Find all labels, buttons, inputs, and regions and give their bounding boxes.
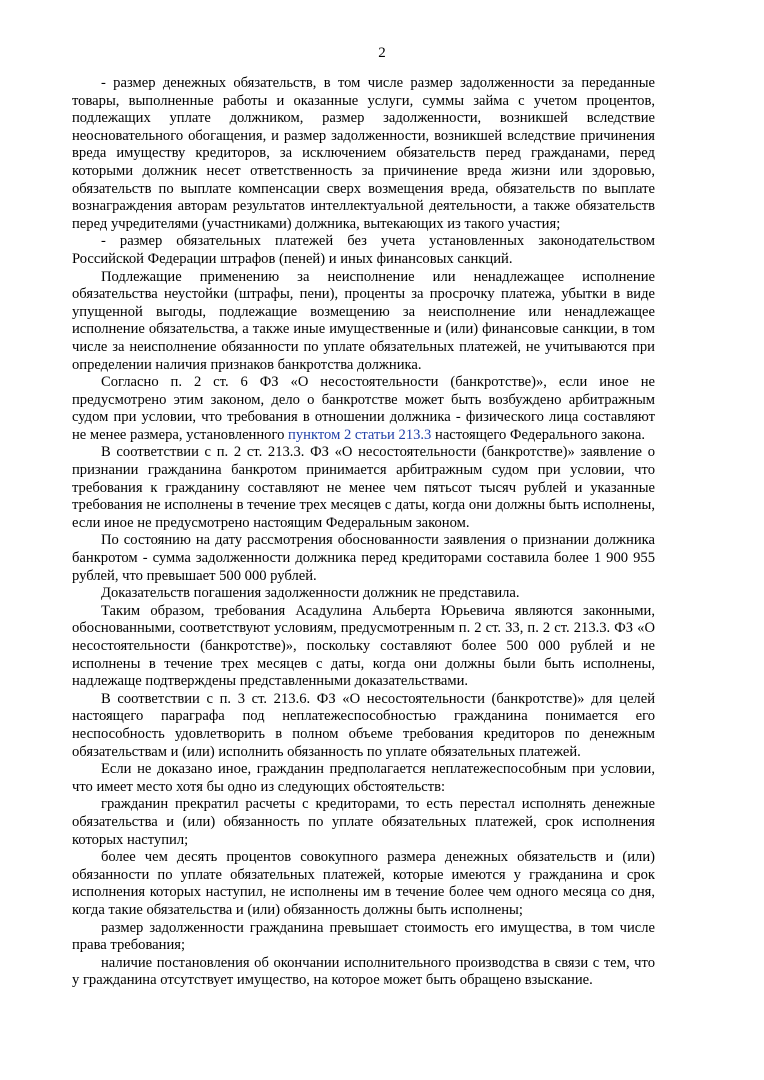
page-number: 2 xyxy=(378,45,386,61)
document-body xyxy=(72,75,655,990)
paragraph-text: Согласно п. 2 ст. 6 ФЗ «О несостоятельности (банкротстве)», если иное не предусмотрено этим законом, дело о банкротстве может быть возбуждено арбитражным судом при условии, что требования в отношении должника - физического лица составляют не менее размера, установленного xyxy=(72,374,655,443)
paragraph: более чем десять процентов совокупного размера денежных обязательств и (или) обязанности по уплате обязательных платежей, которые имеются у гражданина и срок исполнения которых наступил, не исполнены им в течение более чем одного месяца со дня, когда такие обязательства и (или) обязанность должны быть исполнены; xyxy=(72,849,655,918)
paragraph: Таким образом, требования Асадулина Альберта Юрьевича являются законными, обоснованными, соответствуют условиям, предусмотренным п. 2 ст. 33, п. 2 ст. 213.3. ФЗ «О несостоятельности (банкротстве)», поскольку составляют более 500 000 рублей и не исполнены в течение трех месяцев с даты, когда они должны были быть исполнены, надлежаще подтверждены представленными доказательствами. xyxy=(72,602,655,690)
paragraph: Подлежащие применению за неисполнение или ненадлежащее исполнение обязательства неустойки (штрафы, пени), проценты за просрочку платежа, убытки в виде упущенной выгоды, подлежащие возмещению за неисполнение или ненадлежащее исполнение обязательства, а также иные имущественные и (или) финансовые санкции, в том числе за неисполнение обязанности по уплате обязательных платежей, не учитываются при определении наличия признаков банкротства должника. xyxy=(72,268,655,373)
paragraph: размер задолженности гражданина превышает стоимость его имущества, в том числе права требования; xyxy=(72,919,655,954)
paragraph: По состоянию на дату рассмотрения обоснованности заявления о признании должника банкротом - сумма задолженности должника перед кредиторами составила более 1 900 955 рублей, что превышает 500 000 рублей. xyxy=(72,532,655,584)
paragraph: - размер денежных обязательств, в том числе размер задолженности за переданные товары, выполненные работы и оказанные услуги, суммы займа с учетом процентов, подлежащих уплате должником, размер задолженности, возникшей вследствие неосновательного обогащения, и размер задолженности, возникшей вследствие причинения вреда имуществу кредиторов, за исключением обязательств перед гражданами, перед которыми должник несет ответственность за причинение вреда жизни или здоровью, обязательств по выплате компенсации сверх возмещения вреда, обязательств по выплате вознаграждения авторам результатов интеллектуальной деятельности, а также обязательств перед учредителями (участниками) должника, вытекающих из такого участия; xyxy=(72,75,655,232)
paragraph-text: настоящего Федерального закона. xyxy=(431,426,646,443)
paragraph: Доказательств погашения задолженности должник не представила. xyxy=(101,585,520,602)
paragraph: В соответствии с п. 3 ст. 213.6. ФЗ «О несостоятельности (банкротстве)» для целей настоящего параграфа под неплатежеспособностью гражданина понимается его неспособность удовлетворить в полном объеме требования кредиторов по денежным обязательствам и (или) исполнить обязанность по уплате обязательных платежей. xyxy=(72,690,655,760)
paragraph: Если не доказано иное, гражданин предполагается неплатежеспособным при условии, что имеет место хотя бы одно из следующих обстоятельств: xyxy=(72,761,655,795)
paragraph xyxy=(72,374,655,444)
paragraph: наличие постановления об окончании исполнительного производства в связи с тем, что у гражданина отсутствует имущество, на которое может быть обращено взыскание. xyxy=(72,954,655,989)
paragraph: гражданин прекратил расчеты с кредиторами, то есть перестал исполнять денежные обязательства и (или) обязанность по уплате обязательных платежей, срок исполнения которых наступил; xyxy=(72,796,655,848)
paragraph: - размер обязательных платежей без учета установленных законодательством Российской Федерации штрафов (пеней) и иных финансовых санкций. xyxy=(72,233,655,267)
paragraph: В соответствии с п. 2 ст. 213.3. ФЗ «О несостоятельности (банкротстве)» заявление о признании гражданина банкротом принимается арбитражным судом при условии, что требования к гражданину составляют не менее чем пятьсот тысяч рублей и указанные требования не исполнены в течение трех месяцев с даты, когда они должны быть исполнены, если иное не предусмотрено настоящим Федеральным законом. xyxy=(72,444,655,531)
law-reference-link[interactable]: пунктом 2 статьи 213.3 xyxy=(288,426,432,443)
